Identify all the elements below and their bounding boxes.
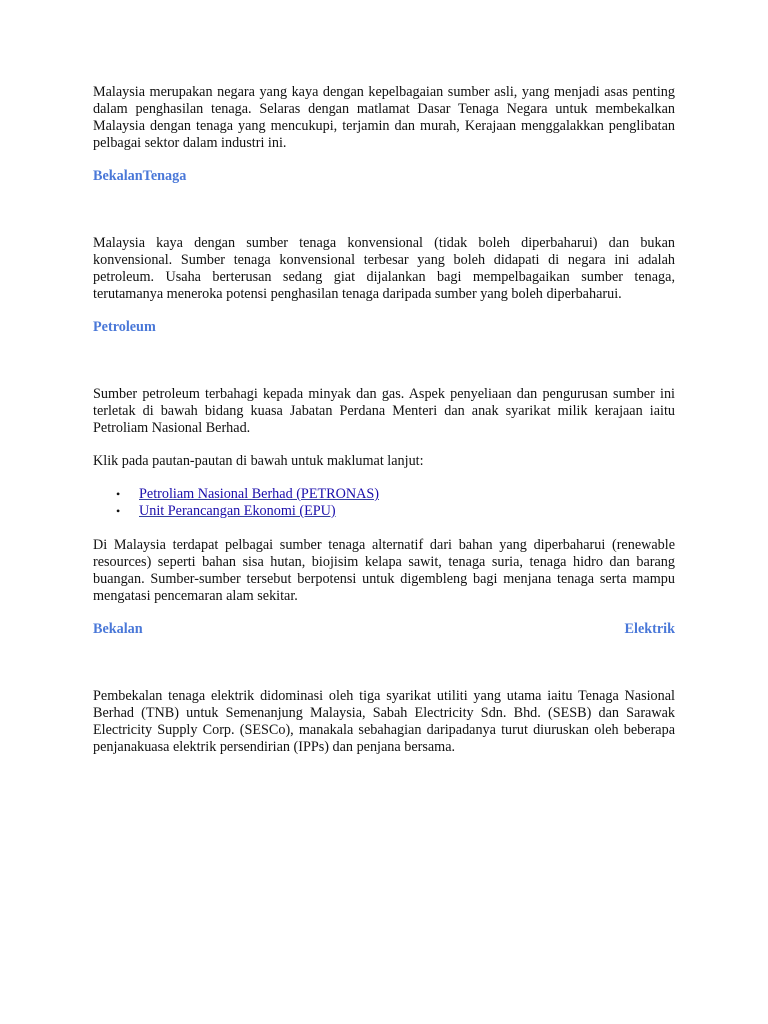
list-item (116, 486, 675, 503)
list-item (116, 503, 675, 520)
document-body (93, 84, 675, 756)
bullet-icon: • (116, 504, 121, 518)
konvensional-paragraph: Malaysia kaya dengan sumber tenaga konvensional (tidak boleh diperbaharui) dan bukan konvensional. Sumber tenaga konvensional terbesar yang boleh didapati di negara ini adalah petroleum. Usaha berterusan sedang giat dijalankan bagi mempelbagaikan sumber tenaga, terutamanya meneroka potensi penghasilan tenaga daripada sumber yang boleh diperbaharui. (93, 235, 675, 302)
elektrik-paragraph: Pembekalan tenaga elektrik didominasi oleh tiga syarikat utiliti yang utama iaitu Tenaga Nasional Berhad (TNB) untuk Semenanjung Malaysia, Sabah Electricity Sdn. Bhd. (SESB) dan Sarawak Electricity Supply Corp. (SESCo), manakala sebahagian daripadanya turut diuruskan oleh beberapa penjanakuasa elektrik persendirian (IPPs) dan penjana bersama. (93, 688, 675, 755)
intro-paragraph: Malaysia merupakan negara yang kaya dengan kepelbagaian sumber asli, yang menjadi asas penting dalam penghasilan tenaga. Selaras dengan matlamat Dasar Tenaga Negara untuk membekalkan Malaysia dengan tenaga yang mencukupi, terjamin dan murah, Kerajaan menggalakkan penglibatan pelbagai sektor dalam industri ini. (93, 84, 675, 151)
heading-bekalan-elektrik-right: Elektrik (624, 621, 675, 637)
bullet-icon: • (116, 487, 121, 501)
heading-petroleum: Petroleum (93, 319, 156, 335)
heading-bekalan-elektrik-left: Bekalan (93, 621, 143, 637)
heading-bekalan-tenaga: BekalanTenaga (93, 168, 187, 184)
heading-bekalan-elektrik (93, 621, 675, 638)
petroleum-paragraph: Sumber petroleum terbahagi kepada minyak dan gas. Aspek penyeliaan dan pengurusan sumber ini terletak di bawah bidang kuasa Jabatan Perdana Menteri dan anak syarikat milik kerajaan iaitu Petroliam Nasional Berhad. (93, 386, 675, 436)
klik-paragraph: Klik pada pautan-pautan di bawah untuk maklumat lanjut: (93, 453, 424, 469)
link-petronas[interactable]: Petroliam Nasional Berhad (PETRONAS) (139, 486, 379, 502)
link-epu[interactable]: Unit Perancangan Ekonomi (EPU) (139, 503, 336, 519)
alternatif-paragraph: Di Malaysia terdapat pelbagai sumber tenaga alternatif dari bahan yang diperbaharui (renewable resources) seperti bahan sisa hutan, biojisim kelapa sawit, tenaga suria, tenaga hidro dan barang buangan. Sumber-sumber tersebut berpotensi untuk digembleng bagi menjana tenaga serta mampu mengatasi pencemaran alam sekitar. (93, 537, 675, 604)
link-list (93, 486, 675, 520)
